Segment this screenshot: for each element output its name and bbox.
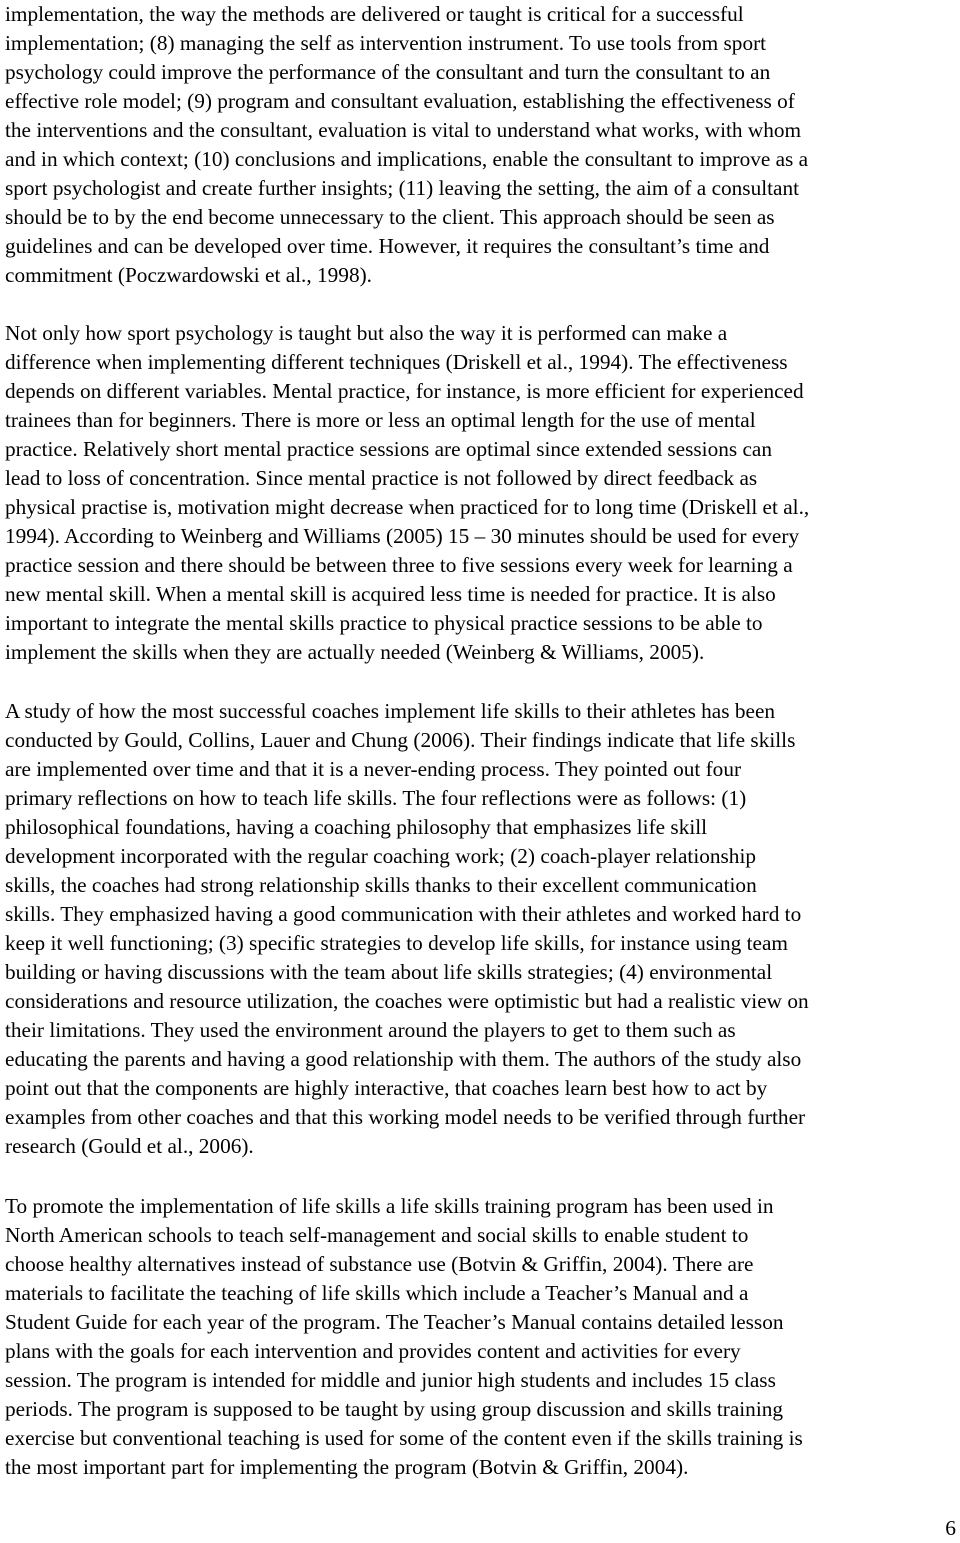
paragraph-line: development incorporated with the regular coaching work; (2) coach-player relationship — [5, 844, 756, 868]
paragraph-line: the most important part for implementing the program (Botvin & Griffin, 2004). — [5, 1455, 689, 1479]
paragraph-line: A study of how the most successful coaches implement life skills to their athletes has been — [5, 699, 776, 723]
paragraph-line: considerations and resource utilization, the coaches were optimistic but had a realistic view on — [5, 989, 809, 1013]
paragraph-line: lead to loss of concentration. Since mental practice is not followed by direct feedback as — [5, 466, 758, 490]
paragraph-line: difference when implementing different techniques (Driskell et al., 1994). The effectiveness — [5, 350, 788, 374]
paragraph-line: skills. They emphasized having a good communication with their athletes and worked hard to — [5, 902, 802, 926]
paragraph-3 — [5, 697, 960, 1161]
page-number: 6 — [945, 1516, 956, 1540]
paragraph-line: skills, the coaches had strong relationship skills thanks to their excellent communication — [5, 873, 757, 897]
paragraph-2 — [5, 319, 960, 667]
paragraph-line: the interventions and the consultant, evaluation is vital to understand what works, with whom — [5, 118, 802, 142]
paragraph-line: are implemented over time and that it is a never-ending process. They pointed out four — [5, 757, 742, 781]
paragraph-line: To promote the implementation of life skills a life skills training program has been used in — [5, 1194, 774, 1218]
paragraph-line: building or having discussions with the team about life skills strategies; (4) environmental — [5, 960, 773, 984]
paragraph-line: implementation; (8) managing the self as intervention instrument. To use tools from sport — [5, 31, 767, 55]
paragraph-line: depends on different variables. Mental practice, for instance, is more efficient for experienced — [5, 379, 804, 403]
paragraph-line: periods. The program is supposed to be taught by using group discussion and skills training — [5, 1397, 784, 1421]
paragraph-line: educating the parents and having a good relationship with them. The authors of the study also — [5, 1047, 802, 1071]
paragraph-line: materials to facilitate the teaching of life skills which include a Teacher’s Manual and a — [5, 1281, 749, 1305]
paragraph-1 — [5, 0, 960, 290]
paragraph-line: should be to by the end become unnecessary to the client. This approach should be seen as — [5, 205, 775, 229]
paragraph-line: trainees than for beginners. There is more or less an optimal length for the use of mental — [5, 408, 756, 432]
paragraph-line: choose healthy alternatives instead of substance use (Botvin & Griffin, 2004). There are — [5, 1252, 754, 1276]
paragraph-line: and in which context; (10) conclusions and implications, enable the consultant to improve as a — [5, 147, 809, 171]
paragraph-line: conducted by Gould, Collins, Lauer and Chung (2006). Their findings indicate that life skills — [5, 728, 796, 752]
paragraph-line: Student Guide for each year of the program. The Teacher’s Manual contains detailed lesson — [5, 1310, 784, 1334]
paragraph-4 — [5, 1192, 960, 1482]
paragraph-line: practice session and there should be between three to five sessions every week for learning a — [5, 553, 793, 577]
paragraph-line: physical practise is, motivation might decrease when practiced for to long time (Driskell et al., — [5, 495, 810, 519]
paragraph-line: guidelines and can be developed over time. However, it requires the consultant’s time and — [5, 234, 770, 258]
paragraph-line: examples from other coaches and that this working model needs to be verified through further — [5, 1105, 806, 1129]
paragraph-line: implement the skills when they are actually needed (Weinberg & Williams, 2005). — [5, 640, 705, 664]
paragraph-line: psychology could improve the performance of the consultant and turn the consultant to an — [5, 60, 771, 84]
paragraph-line: North American schools to teach self-management and social skills to enable student to — [5, 1223, 749, 1247]
paragraph-line: session. The program is intended for middle and junior high students and includes 15 class — [5, 1368, 776, 1392]
paragraph-line: exercise but conventional teaching is used for some of the content even if the skills training is — [5, 1426, 803, 1450]
paragraph-line: their limitations. They used the environment around the players to get to them such as — [5, 1018, 736, 1042]
paragraph-line: philosophical foundations, having a coaching philosophy that emphasizes life skill — [5, 815, 708, 839]
paragraph-line: Not only how sport psychology is taught but also the way it is performed can make a — [5, 321, 728, 345]
paragraph-line: research (Gould et al., 2006). — [5, 1134, 254, 1158]
paragraph-line: plans with the goals for each intervention and provides content and activities for every — [5, 1339, 741, 1363]
paragraph-line: new mental skill. When a mental skill is acquired less time is needed for practice. It is also — [5, 582, 776, 606]
paragraph-line: point out that the components are highly interactive, that coaches learn best how to act by — [5, 1076, 768, 1100]
paragraph-line: practice. Relatively short mental practice sessions are optimal since extended sessions can — [5, 437, 772, 461]
paragraph-line: 1994). According to Weinberg and Williams (2005) 15 – 30 minutes should be used for every — [5, 524, 800, 548]
paragraph-line: implementation, the way the methods are delivered or taught is critical for a successful — [5, 2, 744, 26]
paragraph-line: effective role model; (9) program and consultant evaluation, establishing the effectiveness of — [5, 89, 795, 113]
paragraph-line: commitment (Poczwardowski et al., 1998). — [5, 263, 372, 287]
paragraph-line: important to integrate the mental skills practice to physical practice sessions to be able to — [5, 611, 763, 635]
paragraph-line: sport psychologist and create further insights; (11) leaving the setting, the aim of a consultant — [5, 176, 800, 200]
paragraph-line: primary reflections on how to teach life skills. The four reflections were as follows: (1) — [5, 786, 747, 810]
paragraph-line: keep it well functioning; (3) specific strategies to develop life skills, for instance using team — [5, 931, 788, 955]
